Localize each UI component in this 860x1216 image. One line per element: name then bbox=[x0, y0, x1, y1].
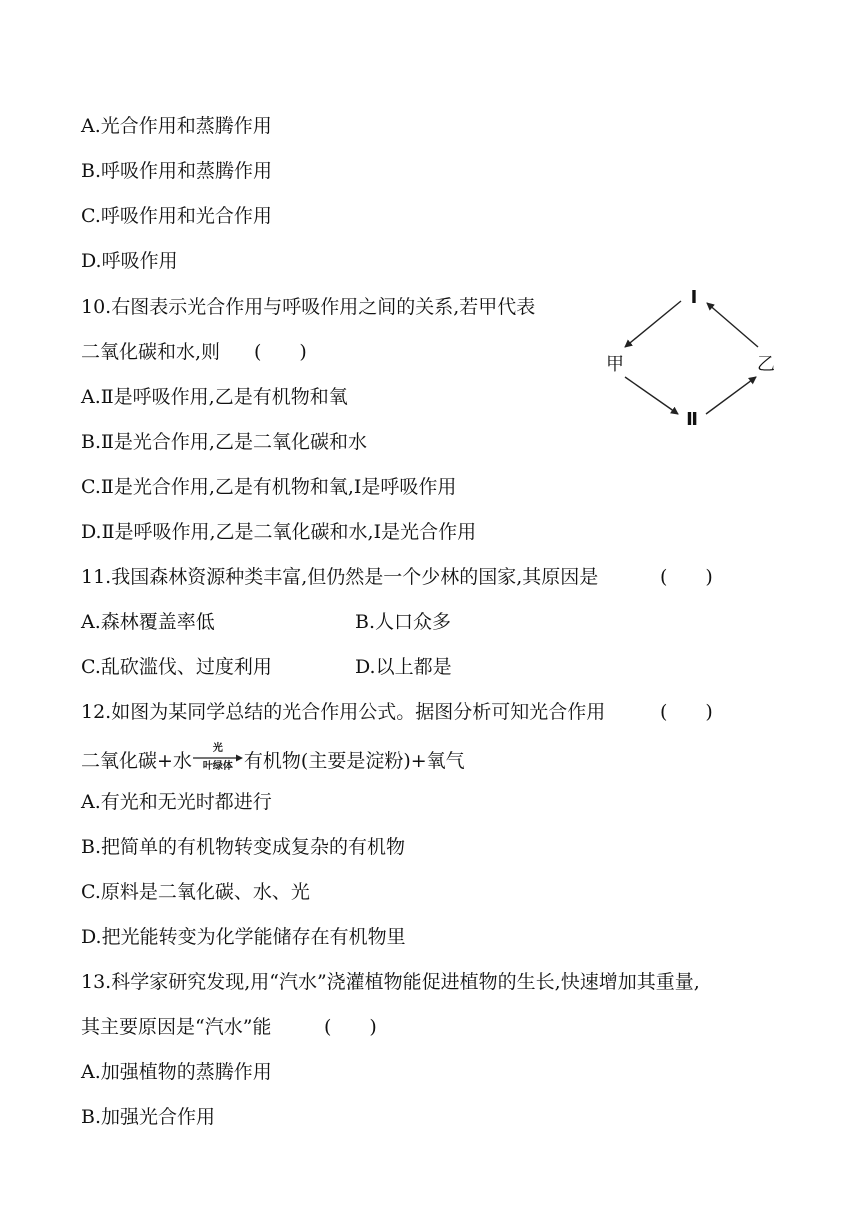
q12-option-d: D.把光能转变为化学能储存在有机物里 bbox=[81, 926, 406, 948]
arrow-right-to-top bbox=[707, 303, 758, 347]
q11-answer-bracket: ( ) bbox=[660, 566, 713, 588]
arrow-bottom-to-right bbox=[706, 377, 756, 414]
photosynthesis-equation bbox=[81, 743, 465, 773]
q11-option-d: D.以上都是 bbox=[355, 656, 452, 678]
cycle-label-right: 乙 bbox=[757, 354, 775, 375]
arrow-left-to-bottom bbox=[625, 377, 678, 414]
q11-option-c: C.乱砍滥伐、过度利用 bbox=[81, 656, 272, 678]
cycle-label-top: Ⅰ bbox=[690, 287, 698, 308]
equation-condition-light: 光 bbox=[212, 743, 223, 754]
q10-option-d: D.Ⅱ是呼吸作用,乙是二氧化碳和水,Ⅰ是光合作用 bbox=[81, 521, 477, 543]
equation-reactants: 二氧化碳+水 bbox=[81, 750, 192, 772]
q12-stem: 12.如图为某同学总结的光合作用公式。据图分析可知光合作用 bbox=[81, 701, 606, 723]
q10-option-b: B.Ⅱ是光合作用,乙是二氧化碳和水 bbox=[81, 431, 367, 453]
photosynthesis-respiration-cycle-diagram bbox=[598, 284, 788, 432]
q13-answer-bracket: ( ) bbox=[324, 1016, 377, 1038]
q11-stem: 11.我国森林资源种类丰富,但仍然是一个少林的国家,其原因是 bbox=[81, 566, 599, 588]
arrow-top-to-left bbox=[625, 301, 681, 347]
q11-option-a: A.森林覆盖率低 bbox=[81, 611, 215, 633]
equation-products: 有机物(主要是淀粉)+氧气 bbox=[243, 750, 465, 772]
q13-stem-line1: 13.科学家研究发现,用“汽水”浇灌植物能促进植物的生长,快速增加其重量, bbox=[81, 971, 700, 993]
q13-stem-line2: 其主要原因是“汽水”能 bbox=[81, 1016, 272, 1038]
cycle-label-left: 甲 bbox=[606, 354, 624, 375]
q10-option-c: C.Ⅱ是光合作用,乙是有机物和氧,Ⅰ是呼吸作用 bbox=[81, 476, 457, 498]
q10-option-a: A.Ⅱ是呼吸作用,乙是有机物和氧 bbox=[81, 386, 348, 408]
q10-answer-bracket: ( ) bbox=[254, 341, 307, 363]
q12-option-c: C.原料是二氧化碳、水、光 bbox=[81, 881, 310, 903]
q11-option-b: B.人口众多 bbox=[355, 611, 452, 633]
q9-option-a: A.光合作用和蒸腾作用 bbox=[81, 115, 272, 137]
cycle-label-bottom: Ⅱ bbox=[686, 409, 698, 430]
q9-option-c: C.呼吸作用和光合作用 bbox=[81, 205, 272, 227]
q12-answer-bracket: ( ) bbox=[660, 701, 713, 723]
q9-option-d: D.呼吸作用 bbox=[81, 250, 178, 272]
equation-condition-chloroplast: 叶绿体 bbox=[202, 761, 233, 772]
q13-option-a: A.加强植物的蒸腾作用 bbox=[81, 1061, 272, 1083]
q12-option-a: A.有光和无光时都进行 bbox=[81, 791, 272, 813]
q9-option-b: B.呼吸作用和蒸腾作用 bbox=[81, 160, 273, 182]
q10-stem-line1: 10.右图表示光合作用与呼吸作用之间的关系,若甲代表 bbox=[81, 296, 536, 318]
q10-stem-line2: 二氧化碳和水,则 bbox=[81, 341, 221, 363]
q12-option-b: B.把简单的有机物转变成复杂的有机物 bbox=[81, 836, 406, 858]
equation-arrow bbox=[193, 743, 243, 773]
q13-option-b: B.加强光合作用 bbox=[81, 1106, 216, 1128]
